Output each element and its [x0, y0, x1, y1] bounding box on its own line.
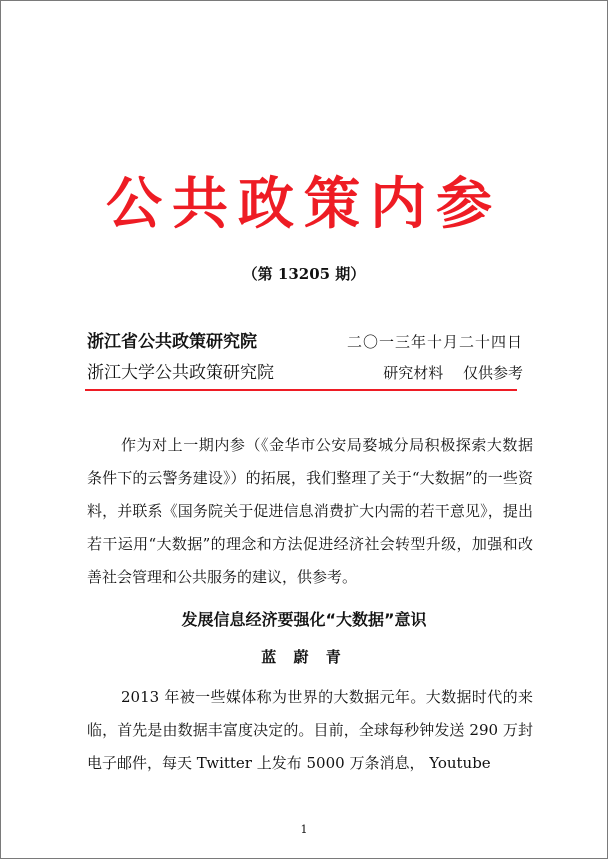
- intro-paragraph: 作为对上一期内参（《金华市公安局婺城分局积极探索大数据条件下的云警务建设》）的拓展，我们整理了关于“大数据”的一些资料，并联系《国务院关于促进信息消费扩大内需的若干意见》，提出若干运用“大数据”的理念和方法促进经济社会转型升级，加强和改善社会管理和公共服务的建议，供参考。: [87, 436, 533, 586]
- body-paragraph: 2013 年被一些媒体称为世界的大数据元年。大数据时代的来临，首先是由数据丰富度决定的。目前，全球每秒钟发送 290 万封电子邮件，每天 Twitter 上发布 5000 万条消息， Youtube: [87, 688, 533, 772]
- publisher-secondary: 浙江大学公共政策研究院: [87, 363, 274, 383]
- masthead-title: 公共政策内参: [106, 172, 502, 237]
- article-title: 发展信息经济要强化“大数据”意识: [181, 610, 427, 629]
- reference-note: 研究材料 仅供参考: [383, 364, 523, 382]
- page-number: 1: [300, 823, 308, 836]
- header-divider: [85, 389, 517, 391]
- header-row-primary: [87, 327, 527, 352]
- publication-date: 二〇一三年十月二十四日: [346, 333, 523, 351]
- publisher-primary: 浙江省公共政策研究院: [87, 332, 257, 352]
- issue-number: （第 13205 期）: [242, 265, 366, 283]
- header-row-secondary: [87, 358, 527, 383]
- article-author: 蓝 蔚 青: [261, 648, 347, 666]
